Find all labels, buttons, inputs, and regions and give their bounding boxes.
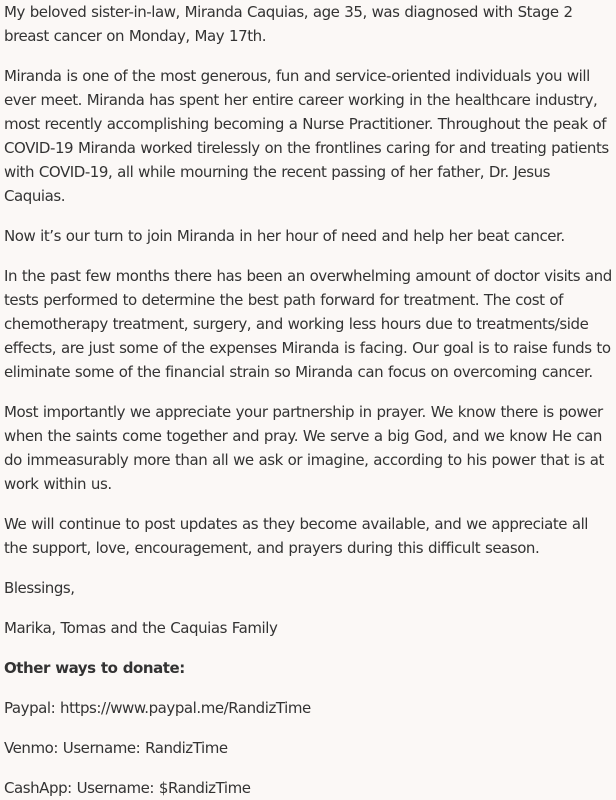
story-paragraph-diagnosis: My beloved sister-in-law, Miranda Caquias, age 35, was diagnosed with Stage 2 breast cancer on Monday, May 17th. <box>4 3 573 45</box>
story-paragraph-about-miranda: Miranda is one of the most generous, fun and service-oriented individuals you will ever meet. Miranda has spent her entire career working in the healthcare industry, most recently accomplishing becoming a Nurse Practitioner. Throughout the peak of COVID-19 Miranda worked tirelessly on the frontlines caring for and treating patients with COVID-19, all while mourning the recent passing of her father, Dr. Jesus Caquias. <box>4 67 609 205</box>
story-closing: Blessings, <box>4 579 75 597</box>
story-paragraph-updates: We will continue to post updates as they become available, and we appreciate all the support, love, encouragement, and prayers during this difficult season. <box>4 515 589 557</box>
cashapp-line: CashApp: Username: $RandizTime <box>4 779 251 797</box>
story-signature: Marika, Tomas and the Caquias Family <box>4 619 278 637</box>
story-paragraph-prayer: Most importantly we appreciate your partnership in prayer. We know there is power when the saints come together and pray. We serve a big God, and we know He can do immeasurably more than all we ask or imagine, according to his power that is at work within us. <box>4 403 604 493</box>
donate-heading: Other ways to donate: <box>4 659 185 677</box>
story-paragraph-our-turn: Now it’s our turn to join Miranda in her hour of need and help her beat cancer. <box>4 227 565 245</box>
venmo-line: Venmo: Username: RandizTime <box>4 739 228 757</box>
paypal-line: Paypal: https://www.paypal.me/RandizTime <box>4 699 311 717</box>
story-paragraph-expenses: In the past few months there has been an overwhelming amount of doctor visits and tests performed to determine the best path forward for treatment. The cost of chemotherapy treatment, surgery, and working less hours due to treatments/side effects, are just some of the expenses Miranda is facing. Our goal is to raise funds to eliminate some of the financial strain so Miranda can focus on overcoming cancer. <box>4 267 612 381</box>
